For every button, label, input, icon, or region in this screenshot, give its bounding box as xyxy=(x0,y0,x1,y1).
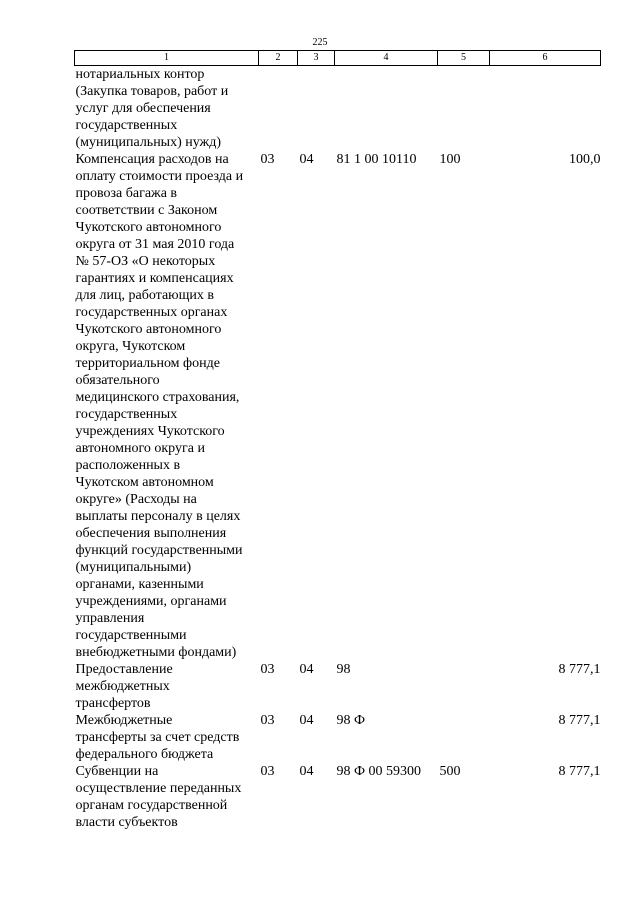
row-target xyxy=(335,66,438,152)
table-row xyxy=(75,66,601,152)
row-expense-type xyxy=(438,661,490,712)
column-header-6: 6 xyxy=(490,51,601,66)
table-row xyxy=(75,763,601,831)
row-amount xyxy=(490,66,601,152)
row-section: 03 xyxy=(260,152,275,167)
row-target: 98 xyxy=(336,662,351,677)
table-row xyxy=(75,712,601,763)
row-target: 98 Ф xyxy=(336,713,366,728)
row-subsection: 04 xyxy=(299,662,314,677)
row-section xyxy=(259,66,298,152)
row-subsection xyxy=(298,66,335,152)
row-expense-type: 500 xyxy=(439,764,461,779)
column-header-3: 3 xyxy=(298,51,335,66)
row-target: 81 1 00 10110 xyxy=(336,152,417,167)
row-name: Предоставление межбюджетных трансфертов xyxy=(75,662,173,711)
row-expense-type xyxy=(438,66,490,152)
row-target: 98 Ф 00 59300 xyxy=(336,764,422,779)
row-name: нотариальных контор (Закупка товаров, работ и услуг для обеспечения государственных (муниципальных) нужд) xyxy=(75,67,229,150)
page-number: 225 xyxy=(312,37,328,48)
row-amount: 100,0 xyxy=(569,152,601,167)
row-subsection: 04 xyxy=(299,713,314,728)
table-row xyxy=(75,661,601,712)
table-row xyxy=(75,151,601,661)
row-amount: 8 777,1 xyxy=(558,662,601,677)
column-header-5: 5 xyxy=(438,51,490,66)
row-name: Компенсация расходов на оплату стоимости проезда и провоза багажа в соответствии с Законом Чукотского автономного округа от 31 мая 2010 года № 57-ОЗ «О некоторых гарантиях и компенсациях для лиц, работающих в государственных органах Чукотского автономного округа, Чукотском территориальном фонде обязательного медицинского страхования, государственных учреждениях Чукотского автономного округа и расположенных в Чукотском автономном округе» (Расходы на выплаты персоналу в целях обеспечения выполнения функций государственными (муниципальными) органами, казенными учреждениями, органами управления государственными внебюджетными фондами) xyxy=(75,152,244,660)
column-header-4: 4 xyxy=(335,51,438,66)
row-name: Межбюджетные трансферты за счет средств федерального бюджета xyxy=(75,713,240,762)
row-subsection: 04 xyxy=(299,152,314,167)
row-subsection: 04 xyxy=(299,764,314,779)
table-header-row xyxy=(75,51,601,66)
column-header-1: 1 xyxy=(75,51,259,66)
row-expense-type xyxy=(438,712,490,763)
budget-table xyxy=(74,50,601,831)
row-amount: 8 777,1 xyxy=(558,764,601,779)
row-expense-type: 100 xyxy=(439,152,461,167)
row-section: 03 xyxy=(260,713,275,728)
row-section: 03 xyxy=(260,662,275,677)
row-section: 03 xyxy=(260,764,275,779)
row-name: Субвенции на осуществление переданных органам государственной власти субъектов xyxy=(75,764,242,830)
column-header-2: 2 xyxy=(259,51,298,66)
row-amount: 8 777,1 xyxy=(558,713,601,728)
